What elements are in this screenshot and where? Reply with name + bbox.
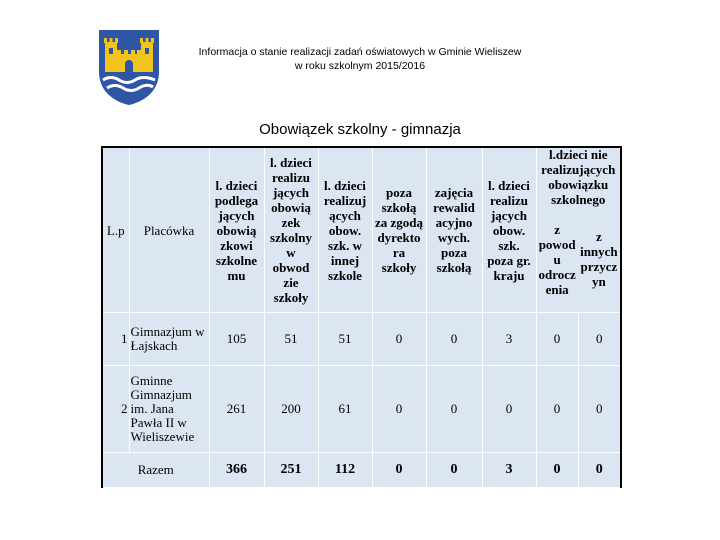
header-abroad: l. dzieci realizu jących obow. szk. poza gr. kraju — [482, 147, 536, 313]
total-value: 366 — [209, 453, 264, 488]
header-revalidation-classes: zajęcia rewalid acyjno wych. poza szkołą — [426, 147, 482, 313]
row-value: 61 — [318, 366, 372, 453]
row-value: 0 — [578, 366, 621, 453]
header-children-obliged: l. dzieci podlega jących obowią zkowi szkolne mu — [209, 147, 264, 313]
total-value: 112 — [318, 453, 372, 488]
header-not-fulfilling — [536, 147, 621, 313]
header-not-fulfilling-label: l.dzieci nie realizujących obowiązku szkolnego — [541, 147, 616, 207]
total-row — [102, 453, 621, 488]
total-value: 251 — [264, 453, 318, 488]
row-value: 3 — [482, 313, 536, 366]
header-place: Placówka — [129, 147, 209, 313]
header-row — [102, 147, 621, 313]
header-deferral: z powod u odrocz enia — [538, 221, 576, 297]
row-value: 0 — [372, 313, 426, 366]
row-place: Gminne Gimnazjum im. Jana Pawła II w Wieliszewie — [129, 366, 209, 453]
header-line-2: w roku szkolnym 2015/2016 — [294, 60, 426, 72]
row-value: 51 — [318, 313, 372, 366]
header-line-1: Informacja o stanie realizacji zadań oświatowych w Gminie Wieliszew — [198, 46, 522, 58]
row-value: 0 — [536, 313, 578, 366]
total-value: 3 — [482, 453, 536, 488]
row-value: 200 — [264, 366, 318, 453]
table-row — [102, 366, 621, 453]
row-value: 0 — [426, 313, 482, 366]
section-title: Obowiązek szkolny - gimnazja — [259, 121, 461, 138]
row-value: 0 — [536, 366, 578, 453]
row-value: 261 — [209, 366, 264, 453]
row-value: 0 — [482, 366, 536, 453]
row-lp: 1 — [102, 313, 129, 366]
total-value: 0 — [536, 453, 578, 488]
row-value: 0 — [426, 366, 482, 453]
row-value: 105 — [209, 313, 264, 366]
total-value: 0 — [578, 453, 621, 488]
compulsory-schooling-table — [101, 146, 622, 488]
header-children-in-district: l. dzieci realizu jących obowią zek szkolny w obwod zie szkoły — [264, 147, 318, 313]
document-header — [150, 45, 570, 73]
total-value: 0 — [426, 453, 482, 488]
table-row — [102, 313, 621, 366]
total-label: Razem — [102, 453, 209, 488]
header-outside-school: poza szkołą za zgodą dyrekto ra szkoły — [372, 147, 426, 313]
row-value: 51 — [264, 313, 318, 366]
row-value: 0 — [372, 366, 426, 453]
header-lp: L.p — [102, 147, 129, 313]
row-lp: 2 — [102, 366, 129, 453]
header-other-reasons: z innych przycz yn — [580, 229, 618, 289]
row-value: 0 — [578, 313, 621, 366]
row-place: Gimnazjum w Łajskach — [129, 313, 209, 366]
header-children-other-school: l. dzieci realizuj ących obow. szk. w innej szkole — [318, 147, 372, 313]
total-value: 0 — [372, 453, 426, 488]
